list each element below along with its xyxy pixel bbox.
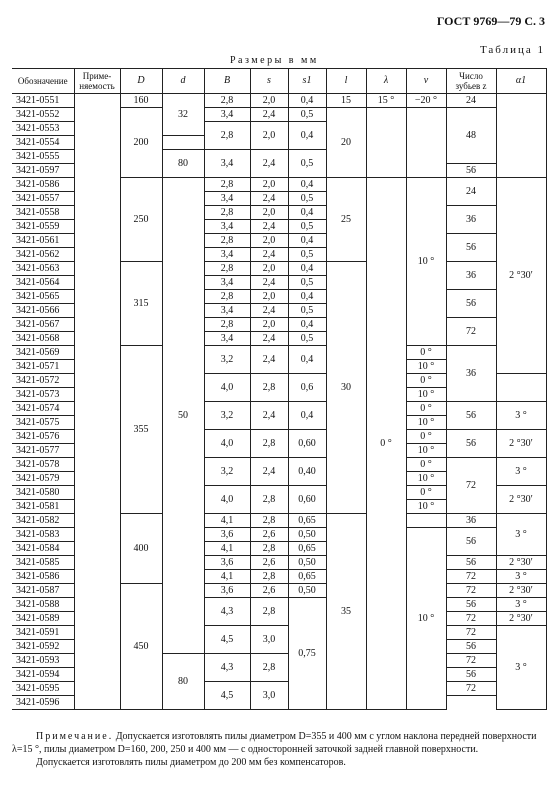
cell-designation: 3421-0580: [12, 486, 74, 500]
cell-width-B: 3,4: [204, 150, 250, 178]
cell-teeth-z: 72: [446, 584, 496, 598]
cell-designation: 3421-0573: [12, 388, 74, 402]
cell-thickness-s1: 0,60: [288, 430, 326, 458]
col-header-B: B: [204, 69, 250, 94]
col-header-alpha: α1: [496, 69, 546, 94]
cell-thickness-s: 3,0: [250, 682, 288, 710]
cell-designation: 3421-0577: [12, 444, 74, 458]
cell-teeth-z: 56: [446, 668, 496, 682]
cell-thickness-s: 2,4: [250, 276, 288, 290]
cell-thickness-s1: 0,4: [288, 318, 326, 332]
cell-angle-alpha: 3 °: [496, 626, 546, 710]
cell-bore-d: 32: [162, 94, 204, 136]
cell-thickness-s: 2,8: [250, 430, 288, 458]
cell-thickness-s1: 0,60: [288, 486, 326, 514]
cell-designation: 3421-0597: [12, 164, 74, 178]
cell-angle-alpha: 2 °30′: [496, 430, 546, 458]
cell-width-B: 2,8: [204, 122, 250, 150]
cell-teeth-z: 56: [446, 164, 496, 178]
cell-thickness-s: 2,0: [250, 178, 288, 192]
cell-teeth-z: 72: [446, 318, 496, 346]
cell-thickness-s: 2,4: [250, 304, 288, 318]
cell-thickness-s: 2,6: [250, 556, 288, 570]
dimensions-label: Размеры в мм: [230, 55, 319, 66]
cell-designation: 3421-0578: [12, 458, 74, 472]
cell-thickness-s: 2,8: [250, 570, 288, 584]
cell-designation: 3421-0559: [12, 220, 74, 234]
cell-width-B: 4,0: [204, 374, 250, 402]
cell-designation: 3421-0595: [12, 682, 74, 696]
col-header-usage: Приме-няемость: [74, 69, 120, 94]
cell-angle-nu: 10 °: [406, 500, 446, 514]
cell-width-B: 3,4: [204, 220, 250, 234]
cell-teeth-z: 56: [446, 290, 496, 318]
cell-bore-d: 80: [162, 654, 204, 710]
cell-width-B: 2,8: [204, 234, 250, 248]
cell-designation: 3421-0571: [12, 360, 74, 374]
cell-angle-nu: 10 °: [406, 472, 446, 486]
cell-angle-alpha: 3 °: [496, 402, 546, 430]
table-row: [12, 94, 546, 108]
col-header-code: Обозначение: [12, 69, 74, 94]
table-note: [12, 730, 552, 769]
cell-width-B: 3,2: [204, 458, 250, 486]
cell-angle-alpha: 2 °30′: [496, 612, 546, 626]
cell-angle-alpha: 2 °30′: [496, 584, 546, 598]
cell-angle-lambda: 0 °: [366, 178, 406, 710]
cell-thickness-s: 2,4: [250, 402, 288, 430]
cell-thickness-s: 2,8: [250, 514, 288, 528]
cell-width-B: 2,8: [204, 290, 250, 304]
cell-angle-nu: 0 °: [406, 486, 446, 500]
note-text-2: Допускается изготовлять пилы диаметром до 200 мм без компенсаторов.: [36, 757, 346, 768]
cell-thickness-s: 2,0: [250, 206, 288, 220]
cell-width-B: 4,0: [204, 486, 250, 514]
cell-angle-nu: 10 °: [406, 178, 446, 346]
cell-thickness-s1: 0,75: [288, 598, 326, 710]
cell-teeth-z: 56: [446, 598, 496, 612]
cell-width-B: 3,2: [204, 402, 250, 430]
cell-designation: 3421-0569: [12, 346, 74, 360]
cell-thickness-s: 2,0: [250, 94, 288, 108]
cell-angle-nu: 10 °: [406, 388, 446, 402]
cell-diameter-D: 200: [120, 108, 162, 178]
cell-teeth-z: 48: [446, 108, 496, 164]
cell-thickness-s1: 0,65: [288, 542, 326, 556]
cell-teeth-z: 36: [446, 346, 496, 402]
cell-width-B: 2,8: [204, 178, 250, 192]
cell-angle-alpha: 2 °30′: [496, 486, 546, 514]
cell-angle-lambda: 15 °: [366, 94, 406, 108]
cell-thickness-s1: 0,40: [288, 458, 326, 486]
cell-designation: 3421-0593: [12, 654, 74, 668]
table-body: [12, 94, 546, 710]
cell-designation: 3421-0584: [12, 542, 74, 556]
cell-thickness-s1: 0,5: [288, 220, 326, 234]
cell-teeth-z: 72: [446, 570, 496, 584]
cell-angle-nu: 0 °: [406, 374, 446, 388]
cell-designation: 3421-0561: [12, 234, 74, 248]
cell-teeth-z: 56: [446, 402, 496, 430]
col-header-s: s: [250, 69, 288, 94]
cell-angle-alpha: 2 °30′: [496, 556, 546, 570]
cell-angle-nu: −20 °: [406, 94, 446, 108]
cell-diameter-D: 355: [120, 346, 162, 514]
cell-width-B: 2,8: [204, 318, 250, 332]
cell-width-B: 3,6: [204, 556, 250, 570]
cell-thickness-s1: 0,65: [288, 570, 326, 584]
cell-length-l: 15: [326, 94, 366, 108]
cell-width-B: 3,6: [204, 584, 250, 598]
cell-teeth-z: 72: [446, 654, 496, 668]
cell-thickness-s1: 0,50: [288, 528, 326, 542]
cell-angle-nu: 10 °: [406, 444, 446, 458]
cell-teeth-z: 24: [446, 94, 496, 108]
cell-designation: 3421-0589: [12, 612, 74, 626]
cell-angle-nu: [406, 514, 446, 528]
cell-designation: 3421-0566: [12, 304, 74, 318]
cell-teeth-z: 72: [446, 682, 496, 696]
col-header-lambda: λ: [366, 69, 406, 94]
cell-thickness-s1: 0,4: [288, 94, 326, 108]
cell-designation: 3421-0582: [12, 514, 74, 528]
cell-designation: 3421-0558: [12, 206, 74, 220]
cell-angle-alpha: [496, 94, 546, 178]
cell-width-B: 3,4: [204, 108, 250, 122]
cell-thickness-s1: 0,5: [288, 248, 326, 262]
cell-angle-alpha: 3 °: [496, 570, 546, 584]
cell-designation: 3421-0565: [12, 290, 74, 304]
cell-bore-d: 80: [162, 150, 204, 178]
cell-thickness-s: 2,0: [250, 262, 288, 276]
cell-angle-nu: 0 °: [406, 458, 446, 472]
cell-width-B: 4,5: [204, 626, 250, 654]
col-header-D: D: [120, 69, 162, 94]
cell-teeth-z: 72: [446, 626, 496, 640]
cell-angle-lambda: [366, 108, 406, 178]
cell-thickness-s1: 0,5: [288, 276, 326, 290]
cell-designation: 3421-0591: [12, 626, 74, 640]
cell-thickness-s: 2,8: [250, 374, 288, 402]
cell-thickness-s1: 0,4: [288, 234, 326, 248]
cell-thickness-s1: 0,5: [288, 332, 326, 346]
cell-teeth-z: 72: [446, 612, 496, 626]
saw-dimensions-table: [12, 68, 547, 710]
table-label: Таблица 1: [479, 44, 545, 56]
cell-teeth-z: 36: [446, 514, 496, 528]
cell-angle-alpha: 2 °30′: [496, 178, 546, 374]
cell-designation: 3421-0552: [12, 108, 74, 122]
cell-designation: 3421-0596: [12, 696, 74, 710]
cell-thickness-s: 2,4: [250, 346, 288, 374]
note-lead: Примечание.: [36, 731, 114, 742]
cell-teeth-z: 56: [446, 528, 496, 556]
cell-thickness-s1: 0,5: [288, 150, 326, 178]
cell-designation: 3421-0557: [12, 192, 74, 206]
cell-teeth-z: 56: [446, 234, 496, 262]
cell-width-B: 4,1: [204, 542, 250, 556]
cell-thickness-s1: 0,4: [288, 346, 326, 374]
cell-width-B: 2,8: [204, 94, 250, 108]
cell-designation: 3421-0554: [12, 136, 74, 150]
cell-width-B: 3,4: [204, 332, 250, 346]
cell-angle-nu: 10 °: [406, 528, 446, 710]
cell-thickness-s1: 0,50: [288, 556, 326, 570]
cell-teeth-z: 56: [446, 640, 496, 654]
cell-designation: 3421-0587: [12, 584, 74, 598]
cell-diameter-D: 450: [120, 584, 162, 710]
cell-designation: 3421-0553: [12, 122, 74, 136]
cell-thickness-s1: 0,50: [288, 584, 326, 598]
cell-width-B: 4,5: [204, 682, 250, 710]
cell-designation: 3421-0564: [12, 276, 74, 290]
cell-width-B: 3,4: [204, 192, 250, 206]
cell-designation: 3421-0583: [12, 528, 74, 542]
col-header-nu: ν: [406, 69, 446, 94]
cell-width-B: 2,8: [204, 262, 250, 276]
cell-designation: 3421-0588: [12, 598, 74, 612]
cell-width-B: 4,1: [204, 514, 250, 528]
cell-thickness-s: 2,8: [250, 654, 288, 682]
cell-thickness-s: 2,4: [250, 108, 288, 122]
cell-angle-nu: [406, 108, 446, 178]
cell-thickness-s: 2,8: [250, 486, 288, 514]
cell-thickness-s: 2,0: [250, 234, 288, 248]
cell-thickness-s1: 0,65: [288, 514, 326, 528]
cell-designation: 3421-0576: [12, 430, 74, 444]
cell-designation: 3421-0551: [12, 94, 74, 108]
cell-thickness-s1: 0,4: [288, 402, 326, 430]
cell-designation: 3421-0575: [12, 416, 74, 430]
cell-thickness-s: 2,6: [250, 528, 288, 542]
cell-angle-nu: 0 °: [406, 402, 446, 416]
cell-diameter-D: 315: [120, 262, 162, 346]
cell-teeth-z: 36: [446, 262, 496, 290]
cell-bore-d: 50: [162, 178, 204, 654]
cell-thickness-s: 2,8: [250, 598, 288, 626]
cell-width-B: 4,3: [204, 654, 250, 682]
cell-thickness-s: 2,8: [250, 542, 288, 556]
cell-designation: 3421-0562: [12, 248, 74, 262]
cell-designation: 3421-0592: [12, 640, 74, 654]
cell-designation: 3421-0568: [12, 332, 74, 346]
cell-angle-alpha: 3 °: [496, 458, 546, 486]
cell-thickness-s: 2,4: [250, 220, 288, 234]
cell-thickness-s: 2,4: [250, 150, 288, 178]
cell-width-B: 3,2: [204, 346, 250, 374]
cell-width-B: 4,0: [204, 430, 250, 458]
cell-thickness-s1: 0,4: [288, 262, 326, 276]
cell-thickness-s1: 0,4: [288, 290, 326, 304]
cell-width-B: 4,1: [204, 570, 250, 584]
cell-thickness-s: 2,4: [250, 332, 288, 346]
cell-width-B: 3,4: [204, 248, 250, 262]
cell-length-l: 35: [326, 514, 366, 710]
cell-diameter-D: 160: [120, 94, 162, 108]
cell-diameter-D: 400: [120, 514, 162, 584]
cell-width-B: 3,4: [204, 304, 250, 318]
cell-angle-alpha: 3 °: [496, 514, 546, 556]
cell-thickness-s1: 0,5: [288, 192, 326, 206]
cell-teeth-z: 36: [446, 206, 496, 234]
cell-diameter-D: 250: [120, 178, 162, 262]
cell-thickness-s: 2,4: [250, 248, 288, 262]
cell-angle-nu: 10 °: [406, 416, 446, 430]
cell-length-l: 30: [326, 262, 366, 514]
cell-designation: 3421-0563: [12, 262, 74, 276]
cell-designation: 3421-0579: [12, 472, 74, 486]
cell-teeth-z: 24: [446, 178, 496, 206]
cell-teeth-z: 56: [446, 556, 496, 570]
col-header-l: l: [326, 69, 366, 94]
cell-length-l: 20: [326, 108, 366, 178]
cell-designation: 3421-0581: [12, 500, 74, 514]
cell-thickness-s: 2,0: [250, 290, 288, 304]
cell-thickness-s1: 0,4: [288, 178, 326, 192]
cell-designation: 3421-0567: [12, 318, 74, 332]
cell-teeth-z: 72: [446, 458, 496, 514]
cell-thickness-s: 2,6: [250, 584, 288, 598]
document-header: ГОСТ 9769—79 С. 3: [436, 14, 545, 28]
cell-designation: 3421-0586: [12, 178, 74, 192]
cell-designation: 3421-0594: [12, 668, 74, 682]
cell-thickness-s1: 0,6: [288, 374, 326, 402]
cell-width-B: 3,4: [204, 276, 250, 290]
cell-designation: 3421-0585: [12, 556, 74, 570]
col-header-teeth: Число зубьев z: [446, 69, 496, 94]
cell-designation: 3421-0572: [12, 374, 74, 388]
cell-thickness-s1: 0,4: [288, 206, 326, 220]
cell-angle-alpha: 3 °: [496, 598, 546, 612]
cell-designation: 3421-0586: [12, 570, 74, 584]
cell-thickness-s: 2,4: [250, 192, 288, 206]
cell-thickness-s: 2,0: [250, 122, 288, 150]
cell-designation: 3421-0555: [12, 150, 74, 164]
cell-length-l: 25: [326, 178, 366, 262]
cell-thickness-s: 2,4: [250, 458, 288, 486]
cell-thickness-s1: 0,5: [288, 108, 326, 122]
cell-usage: [74, 94, 120, 710]
cell-thickness-s: 2,0: [250, 318, 288, 332]
note-text-1: Допускается изготовлять пилы диаметром D=355 и 400 мм с углом наклона передней поверхности λ=15 °, пилы диаметром D=160, 200, 250 и 400 мм — с односторонней заточкой задней главной поверхности.: [12, 731, 537, 755]
cell-width-B: 2,8: [204, 206, 250, 220]
cell-thickness-s: 3,0: [250, 626, 288, 654]
cell-angle-alpha: [496, 374, 546, 402]
cell-angle-nu: 10 °: [406, 360, 446, 374]
cell-angle-nu: 0 °: [406, 430, 446, 444]
cell-designation: 3421-0574: [12, 402, 74, 416]
cell-width-B: 3,6: [204, 528, 250, 542]
cell-bore-d: [162, 136, 204, 150]
cell-angle-nu: 0 °: [406, 346, 446, 360]
cell-thickness-s1: 0,5: [288, 304, 326, 318]
cell-teeth-z: 56: [446, 430, 496, 458]
col-header-d: d: [162, 69, 204, 94]
cell-thickness-s1: 0,4: [288, 122, 326, 150]
cell-width-B: 4,3: [204, 598, 250, 626]
col-header-s1: s1: [288, 69, 326, 94]
